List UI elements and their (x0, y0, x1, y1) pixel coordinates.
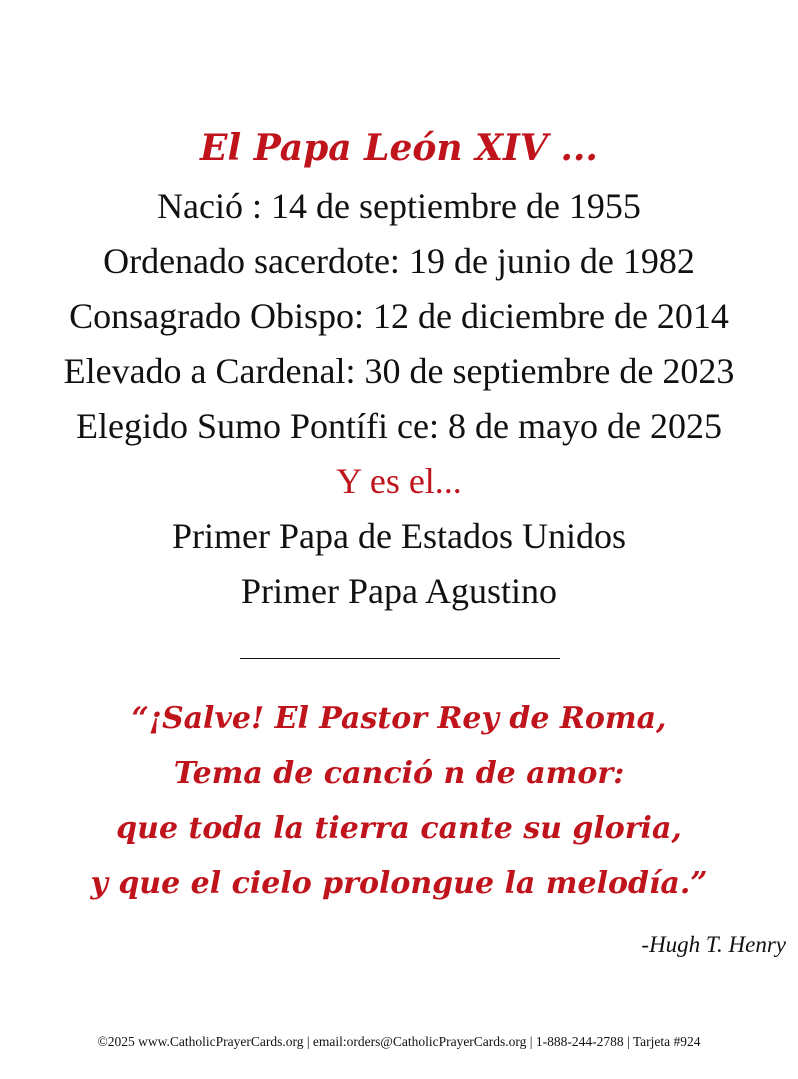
card-title: El Papa León XIV ... (200, 127, 598, 169)
hymn-quote (0, 691, 798, 911)
quote-line-2: Tema de canció n de amor: (173, 756, 625, 791)
fact-pope: Elegido Sumo Pontífi ce: 8 de mayo de 2025 (76, 406, 722, 446)
fact-birth: Nació : 14 de septiembre de 1955 (157, 186, 641, 226)
fact-bishop: Consagrado Obispo: 12 de diciembre de 2014 (69, 296, 729, 336)
quote-line-3: que toda la tierra cante su gloria, (116, 811, 682, 846)
biography-facts (0, 179, 798, 619)
quote-line-4: y que el cielo prolongue la melodía.” (90, 866, 708, 901)
footer-credits: ©2025 www.CatholicPrayerCards.org | email:orders@CatholicPrayerCards.org | 1-888-244-2788 | Tarjeta #924 (97, 1034, 701, 1049)
quote-line-1: “¡Salve! El Pastor Rey de Roma, (131, 701, 667, 736)
fact-ordination: Ordenado sacerdote: 19 de junio de 1982 (103, 241, 695, 281)
transition-line: Y es el... (336, 461, 462, 501)
divider-line (240, 658, 560, 659)
first-us-pope: Primer Papa de Estados Unidos (172, 516, 626, 556)
quote-author: -Hugh T. Henry (641, 932, 786, 957)
first-augustinian-pope: Primer Papa Agustino (241, 571, 557, 611)
fact-cardinal: Elevado a Cardenal: 30 de septiembre de 2023 (63, 351, 735, 391)
